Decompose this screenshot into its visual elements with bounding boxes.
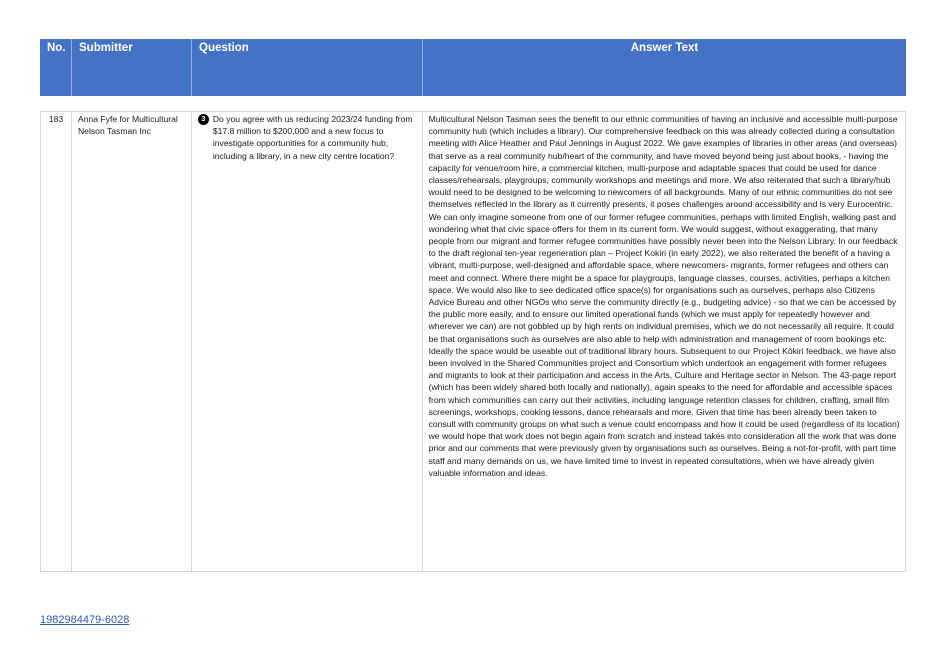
question-wrap	[198, 113, 416, 162]
header-answer-text: Answer Text	[630, 42, 699, 54]
row-answer: Multicultural Nelson Tasman sees the benefit to our ethnic communities of having an inclusive and accessible multi-purpose community hub (which includes a library). Our comprehensive feedback on this was already collected during a consultation meeting with Alice Heather and Paul Jennings in August 2022. We gave examples of libraries in other areas (and overseas) that serve as a real community hub/heart of the community, and have moved beyond being just about books, - having the capacity for venue/room hire, a commercial kitchen, multi-purpose and adaptable spaces that could be used for dance classes/rehearsals, playgroups, community workshops and meetings and more. We also reiterated that such a library/hub would need to be designed to be welcoming to newcomers of all backgrounds. Many of our ethnic communities do not see themselves reflected in the library as it currently presents, it poses challenges around accessibility and is very Eurocentric. We can only imagine someone from one of our former refugee communities, perhaps with limited English, walking past and wondering what that civic space offers for them in its current form. We would suggest, without exaggerating, that many people from our migrant and former refugee communities have possibly never been into the Nelson Library. In our feedback to the draft regional ten-year regeneration plan – Project Kokiri (in early 2022), we also reiterated the benefit of a having a vibrant, multi-purpose, well-designed and affordable space, where newcomers- migrants, former refugees and others can meet and connect. Where there might be a space for playgroups, language classes, courses, activities, perhaps a kitchen space. We would also like to see dedicated office space(s) for organisations such as ourselves, perhaps also Citizens Advice Bureau and other NGOs who serve the community directly (e.g., budgeting advice) - so that we can be accessed by the public more easily, and to ensure our limited operational funds (which we must apply for repeatedly however and wherever we can) are not gobbled up by high rents on individual premises, which we do not necessarily all require. It could be that organisations such as ourselves are also able to help with administration and management of room bookings etc. Ideally the space would be useable out of traditional library hours. Subsequent to our Project Kōkiri feedback, we have also been involved in the Shared Communities project and Consortium which undertook an engagement with former refugees and migrants to look at their participation and access in the Arts, Culture and Heritage sector in Nelson. The 43-page report (which has been widely shared both locally and nationally), again speaks to the need for affordable and accessible spaces from which communities can carry out their activities, including language retention classes for children, crafting, small film screenings, workshops, cooking lessons, dance rehearsals and more. Given that time has been already been taken to consult with community groups on what such a venue could encompass and how it could be used (regardless of its location) we would hope that work does not begin again from scratch and instead takes into consideration all the work that was done prior and our comments that were previously given by organisations such as ourselves. Being a not-for-profit, with part time staff and many demands on us, we have limited time to invest in repeated consultations, when we have already given valuable information and ideas.	[428, 114, 900, 478]
table-row	[40, 111, 906, 572]
row-question: Do you agree with us reducing 2023/24 funding from $17.8 million to $200,000 and a new focus to investigate opportunities for a community hub, including a library, in a new city centre location?	[212, 114, 413, 161]
header-question: Question	[192, 39, 423, 96]
row-number: 183	[41, 112, 72, 571]
row-submitter: Anna Fyfe for Multicultural Nelson Tasman Inc	[72, 112, 192, 571]
question-number-badge: 3	[198, 114, 209, 125]
header-submitter: Submitter	[72, 39, 192, 96]
header-no: No.	[40, 39, 72, 96]
row-question-cell	[192, 112, 423, 571]
table-header	[40, 39, 906, 96]
document-id-link[interactable]: 1982984479-6028	[40, 614, 130, 626]
